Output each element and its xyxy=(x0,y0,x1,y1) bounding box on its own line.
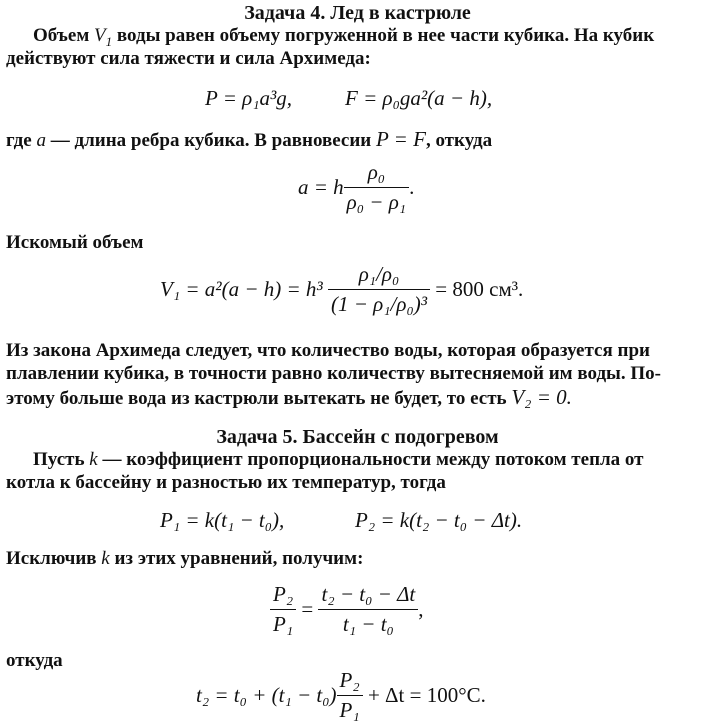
problem-4-paragraph-3: где a — длина ребра кубика. В равновесии P = F, откуда xyxy=(6,127,493,151)
problem-5-paragraph-3: Исключив k из этих уравнений, получим: xyxy=(6,548,364,569)
variable-v1: $V_1$ xyxy=(94,25,113,49)
fraction: $\frac{\text{P₂}}{\text{P₁}}$ xyxy=(270,582,296,637)
equation-final-temperature: t₂ = t₀ + (t₁ − t₀) $\frac{\text{P₂}}{\text{P₁}}$ + Δt = 100°C. xyxy=(196,668,486,722)
problem-5-title: Задача 5. Бассейн с подогревом xyxy=(216,426,499,448)
equation-gravity: P = ρ₁a³g, xyxy=(205,86,293,110)
problem-4-paragraph-5-line-1: Из закона Архимеда следует, что количество воды, которая образуется при xyxy=(6,340,650,361)
fraction: $\frac{\text{t₂ − t₀ − Δt}}{\text{t₁ − t₀}}$ xyxy=(318,582,418,637)
equation-power-ratio: $\frac{\text{P₂}}{\text{P₁}}$ = $\frac{\text{t₂ − t₀ − Δt}}{\text{t₁ − t₀}}$ , xyxy=(270,582,424,637)
fraction: $\frac{\text{ρ₀}}{\text{ρ₀ − ρ₁}}$ xyxy=(344,160,409,215)
problem-4-paragraph-4: Искомый объем xyxy=(6,232,144,253)
equation-power-2: P₂ = k(t₂ − t₀ − Δt). xyxy=(355,508,523,532)
fraction: $\frac{\text{P₂}}{\text{P₁}}$ xyxy=(337,668,363,723)
problem-5-paragraph-4: откуда xyxy=(6,650,63,671)
problem-4-paragraph-5-line-3: этому больше вода из кастрюли вытекать не будет, то есть V₂ = 0. xyxy=(6,385,572,409)
equation-volume: V₁ = a²(a − h) = h³ $\frac{\text{ρ₁/ρ₀}}{\text{(1 − ρ₁/ρ₀)³}}$ = 800 см³. xyxy=(160,262,524,316)
equation-archimedes: F = ρ₀ga²(a − h), xyxy=(345,86,493,110)
problem-4-paragraph-2: действуют сила тяжести и сила Архимеда: xyxy=(6,48,371,69)
problem-4-paragraph-1: Объем $V_1$ воды равен объему погруженной в нее части кубика. На кубик xyxy=(33,25,655,49)
problem-4-title: Задача 4. Лед в кастрюле xyxy=(244,2,471,24)
equation-power-1: P₁ = k(t₁ − t₀), xyxy=(160,508,285,532)
equation-edge-length: a = h $\frac{\text{ρ₀}}{\text{ρ₀ − ρ₁}}$ . xyxy=(298,160,415,214)
problem-5-paragraph-1: Пусть k — коэффициент пропорциональности между потоком тепла от xyxy=(33,449,644,470)
problem-4-paragraph-5-line-2: плавлении кубика, в точности равно количеству вытесняемой им воды. По- xyxy=(6,363,661,384)
fraction: $\frac{\text{ρ₁/ρ₀}}{\text{(1 − ρ₁/ρ₀)³}}$ xyxy=(328,262,430,317)
problem-5-paragraph-2: котла к бассейну и разностью их температур, тогда xyxy=(6,472,446,493)
